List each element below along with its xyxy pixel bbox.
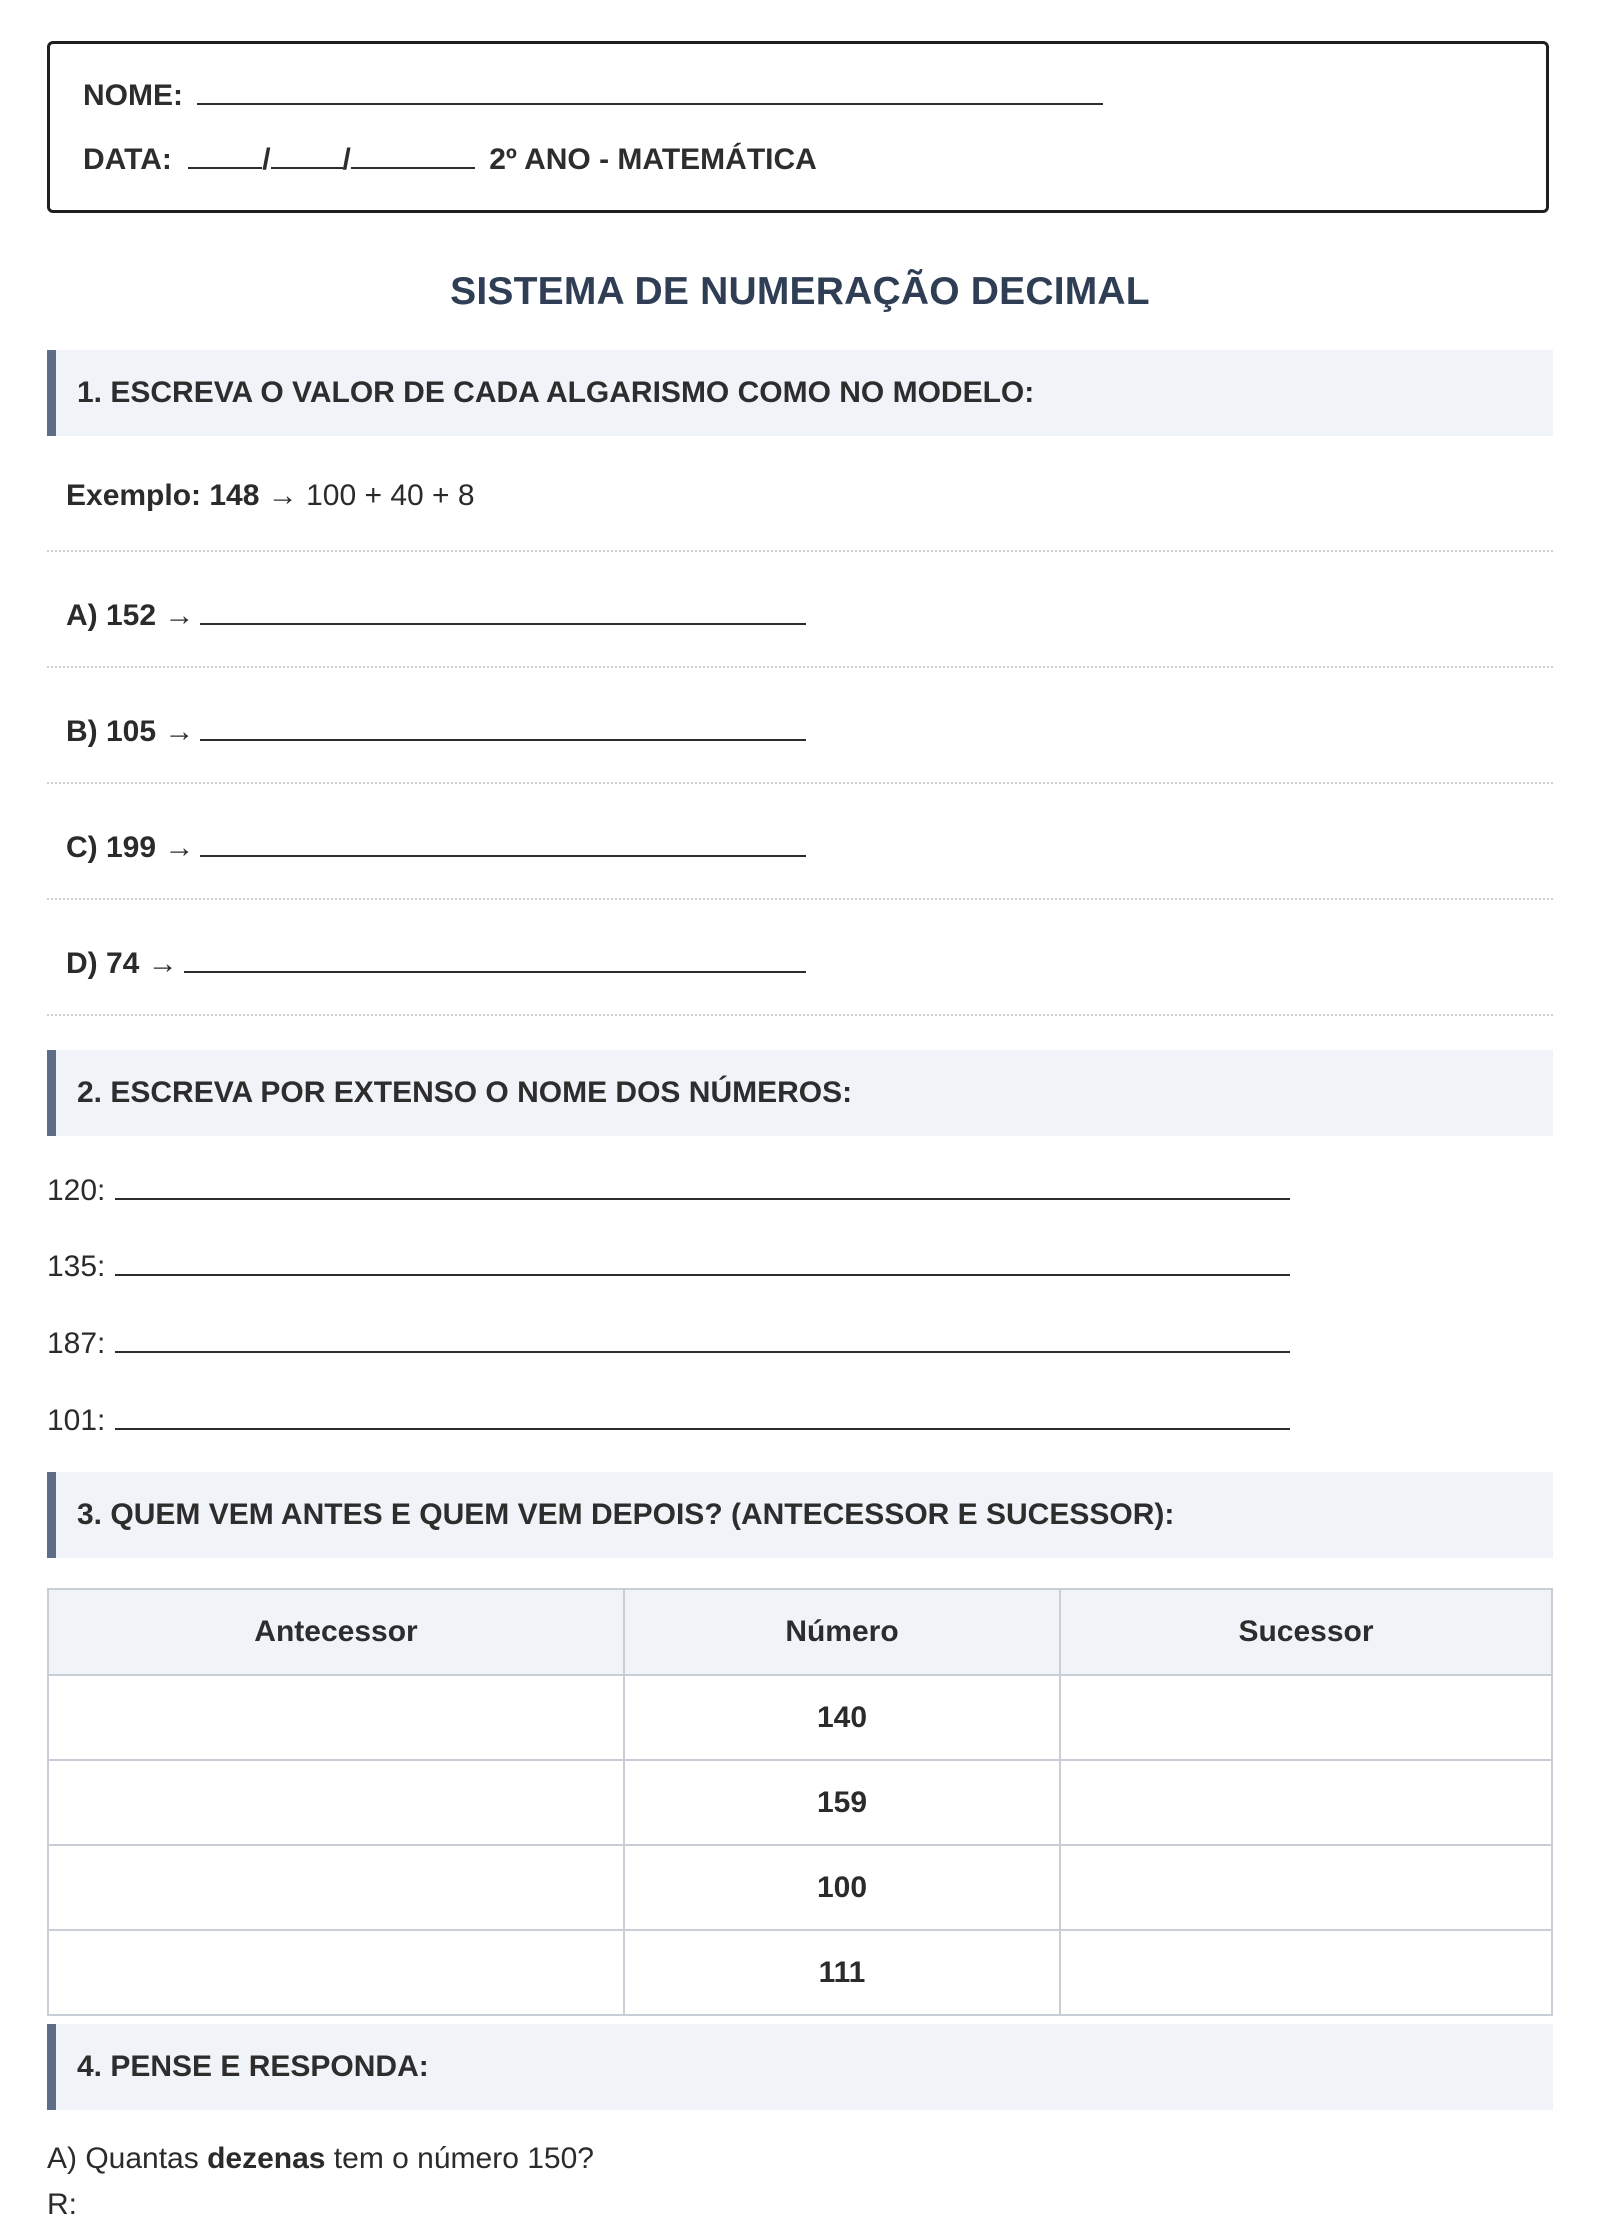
item-row-d [47, 900, 1553, 1016]
item-row-text [66, 943, 806, 981]
column-header: Antecessor [48, 1589, 624, 1675]
example-answer: 100 + 40 + 8 [306, 479, 475, 512]
item-row-a [47, 552, 1553, 668]
extenso-row [47, 1323, 1290, 1361]
antecessor-sucessor-table [47, 1588, 1553, 2016]
section-2-heading: 2. ESCREVA POR EXTENSO O NOME DOS NÚMEROS: [47, 1050, 1553, 1136]
item-label: A) 152 → [66, 599, 195, 632]
question-a-prefix: A) Quantas [47, 2142, 208, 2175]
grade-subject: 2º ANO - MATEMÁTICA [489, 143, 817, 176]
number-label: 120: [47, 1174, 106, 1207]
table-row [48, 1675, 1552, 1760]
number-cell: 140 [624, 1675, 1060, 1760]
column-header: Número [624, 1589, 1060, 1675]
item-row-c [47, 784, 1553, 900]
example-label: Exemplo: 148 [66, 479, 260, 512]
table-header-row [48, 1589, 1552, 1675]
item-row-b [47, 668, 1553, 784]
answer-line[interactable] [184, 943, 806, 973]
item-label: C) 199 → [66, 831, 195, 864]
example-row [47, 436, 1553, 552]
extenso-line[interactable] [115, 1323, 1290, 1353]
number-cell: 100 [624, 1845, 1060, 1930]
number-label: 135: [47, 1250, 106, 1283]
item-label: B) 105 → [66, 715, 195, 748]
item-row-text [66, 711, 806, 749]
date-day-blank[interactable] [188, 143, 262, 169]
section-3-heading: 3. QUEM VEM ANTES E QUEM VEM DEPOIS? (ANTECESSOR E SUCESSOR): [47, 1472, 1553, 1558]
number-cell: 111 [624, 1930, 1060, 2015]
section-1-heading: 1. ESCREVA O VALOR DE CADA ALGARISMO COMO NO MODELO: [47, 350, 1553, 436]
date-label: DATA: [83, 143, 172, 176]
extenso-row [47, 1400, 1290, 1438]
item-row-text [66, 595, 806, 633]
number-label: 187: [47, 1327, 106, 1360]
name-blank[interactable] [197, 79, 1103, 105]
antecessor-cell[interactable] [48, 1930, 624, 2015]
table-row [48, 1930, 1552, 2015]
date-year-blank[interactable] [351, 143, 475, 169]
sucessor-cell[interactable] [1060, 1930, 1552, 2015]
answer-line[interactable] [200, 595, 806, 625]
date-month-blank[interactable] [271, 143, 343, 169]
page-title: SISTEMA DE NUMERAÇÃO DECIMAL [450, 270, 1150, 313]
column-header: Sucessor [1060, 1589, 1552, 1675]
header-box [47, 41, 1549, 213]
antecessor-cell[interactable] [48, 1845, 624, 1930]
example-arrow: → [259, 479, 307, 512]
number-label: 101: [47, 1404, 106, 1437]
name-line [83, 79, 1103, 113]
item-row-text [66, 827, 806, 865]
extenso-row [47, 1170, 1290, 1208]
sucessor-cell[interactable] [1060, 1760, 1552, 1845]
question-a-suffix: tem o número 150? [325, 2142, 594, 2175]
date-line [83, 143, 817, 177]
name-label: NOME: [83, 79, 183, 112]
section-4-heading: 4. PENSE E RESPONDA: [47, 2024, 1553, 2110]
sucessor-cell[interactable] [1060, 1845, 1552, 1930]
example-text [66, 479, 475, 513]
answer-line[interactable] [200, 711, 806, 741]
extenso-row [47, 1246, 1290, 1284]
item-label: D) 74 → [66, 947, 178, 980]
table-row [48, 1760, 1552, 1845]
date-separator: / [342, 143, 351, 176]
answer-prefix: R: [47, 2188, 77, 2221]
date-separator: / [262, 143, 271, 176]
antecessor-cell[interactable] [48, 1675, 624, 1760]
question-a-keyword: dezenas [207, 2142, 326, 2175]
table-row [48, 1845, 1552, 1930]
answer-line[interactable] [200, 827, 806, 857]
extenso-line[interactable] [115, 1400, 1290, 1430]
question-a [47, 2142, 594, 2176]
antecessor-cell[interactable] [48, 1760, 624, 1845]
extenso-line[interactable] [115, 1246, 1290, 1276]
extenso-line[interactable] [115, 1170, 1290, 1200]
sucessor-cell[interactable] [1060, 1675, 1552, 1760]
number-cell: 159 [624, 1760, 1060, 1845]
